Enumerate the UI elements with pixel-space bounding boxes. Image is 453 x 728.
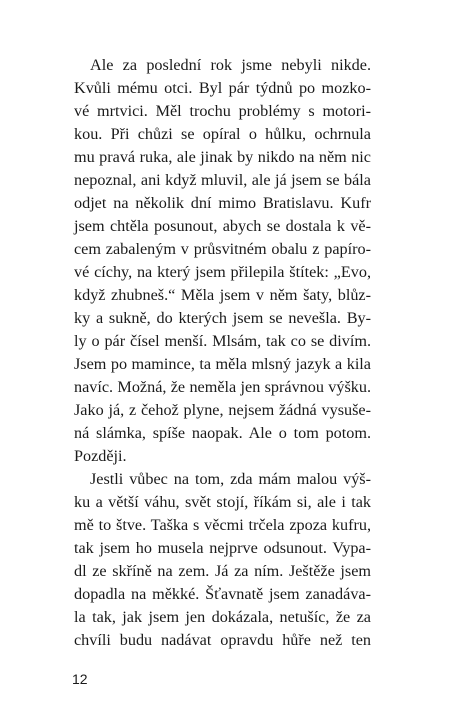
- page-number: 12: [72, 671, 88, 687]
- text-line: chvíli budu nadávat opravdu hůře než ten: [74, 631, 371, 649]
- text-line: vé cíchy, na který jsem přilepila štítek: „Evo,: [74, 263, 371, 281]
- text-line: dl ze skříně na zem. Já za ním. Ještěže jsem: [74, 562, 371, 580]
- text-line: když zhubneš.“ Měla jsem v něm šaty, blůz-: [74, 286, 371, 304]
- text-line: ky a sukně, do kterých jsem se nevešla. By-: [74, 309, 371, 327]
- paragraph-2: [74, 468, 371, 652]
- text-line: jsem chtěla posunout, abych se dostala k vě-: [74, 217, 371, 235]
- text-line: Jako já, z čehož plyne, nejsem žádná vysuše-: [74, 401, 371, 419]
- text-line: navíc. Možná, že neměla jen správnou výšku.: [74, 378, 371, 396]
- text-line: vé mrtvici. Měl trochu problémy s motori-: [74, 102, 371, 120]
- text-line: Jestli vůbec na tom, zda mám malou výš-: [90, 470, 371, 488]
- text-line: dopadla na měkké. Šťavnatě jsem zanadáva-: [74, 585, 371, 603]
- body-text: [74, 54, 371, 652]
- text-line: tak jsem ho musela nejprve odsunout. Vypa-: [74, 539, 371, 557]
- text-line: mě to štve. Taška s věcmi trčela zpoza kufru,: [74, 516, 371, 534]
- text-line: odjet na několik dní mimo Bratislavu. Kufr: [74, 194, 371, 212]
- text-line: ly o pár čísel menší. Mlsám, tak co se divím.: [74, 332, 371, 350]
- text-line: ku a větší váhu, svět stojí, říkám si, ale i tak: [74, 493, 371, 511]
- text-line: cem zabaleným v průsvitném obalu z papíro-: [74, 240, 371, 258]
- text-line: ná slámka, spíše naopak. Ale o tom potom.: [74, 424, 371, 442]
- text-line: nepoznal, ani když mluvil, ale já jsem se bála: [74, 171, 371, 189]
- text-line: kou. Při chůzi se opíral o hůlku, ochrnula: [74, 125, 371, 143]
- text-line: mu pravá ruka, ale jinak by nikdo na něm nic: [74, 148, 371, 166]
- text-line: Později.: [74, 447, 127, 465]
- text-line: Kvůli mému otci. Byl pár týdnů po mozko-: [74, 79, 371, 97]
- paragraph-1: [74, 54, 371, 468]
- text-line: la tak, jak jsem jen dokázala, netušíc, že za: [74, 608, 371, 626]
- text-line: Ale za poslední rok jsme nebyli nikde.: [90, 56, 371, 74]
- text-line: Jsem po mamince, ta měla mlsný jazyk a kila: [74, 355, 371, 373]
